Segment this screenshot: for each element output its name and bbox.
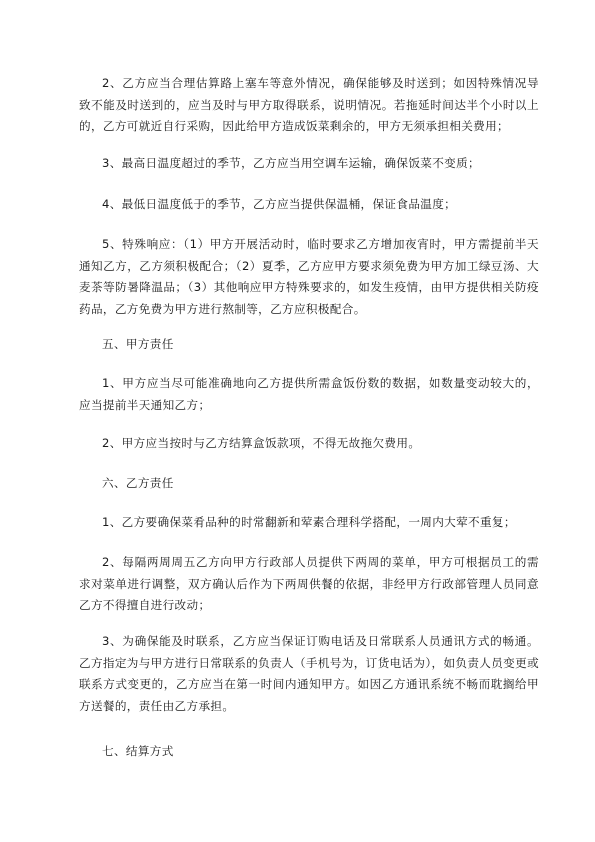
paragraph-special-response: 5、特殊响应：（1）甲方开展活动时，临时要求乙方增加夜宵时，甲方需提前半天通知乙方，乙方须积极配合；（2）夏季，乙方应甲方要求须免费为甲方加工绿豆汤、大麦茶等防暑降温品；（3）其他响应甲方特殊要求的，如发生疫情，由甲方提供相关防疫药品，乙方免费为甲方进行熬制等，乙方应积极配合。 bbox=[79, 237, 539, 316]
paragraph-party-a-quantity: 1、甲方应当尽可能准确地向乙方提供所需盒饭份数的数据，如数量变动较大的，应当提前半天通知乙方； bbox=[79, 376, 539, 412]
paragraph-party-b-menu-variety: 1、乙方要确保菜肴品种的时常翻新和荤素合理科学搭配，一周内大荤不重复； bbox=[102, 515, 516, 529]
paragraph-delivery-timeliness: 2、乙方应当合理估算路上塞车等意外情况，确保能够及时送到；如因特殊情况导致不能及时送到的，应当及时与甲方取得联系，说明情况。若拖延时间达半个小时以上的，乙方可就近自行采购，因此给甲方造成饭菜剩余的，甲方无须承担相关费用； bbox=[79, 76, 539, 133]
section-heading-party-a: 五、甲方责任 bbox=[102, 337, 174, 351]
section-heading-party-b: 六、乙方责任 bbox=[102, 476, 174, 490]
paragraph-low-temperature: 4、最低日温度低于的季节，乙方应当提供保温桶，保证食品温度； bbox=[102, 197, 457, 211]
paragraph-party-b-menu-schedule: 2、每隔两周周五乙方向甲方行政部人员提供下两周的菜单，甲方可根据员工的需求对菜单进行调整，双方确认后作为下两周供餐的依据，非经甲方行政部管理人员同意乙方不得擅自进行改动； bbox=[79, 555, 539, 612]
paragraph-party-b-contact: 3、为确保能及时联系，乙方应当保证订购电话及日常联系人员通讯方式的畅通。乙方指定为与甲方进行日常联系的负责人（手机号为，订货电话为），如负责人员变更或联系方式变更的，乙方应当在第一时间内通知甲方。如因乙方通讯系统不畅而耽搁给甲方送餐的，责任由乙方承担。 bbox=[79, 634, 540, 713]
section-heading-settlement: 七、结算方式 bbox=[102, 744, 174, 758]
paragraph-party-a-payment: 2、甲方应当按时与乙方结算盒饭款项，不得无故拖欠费用。 bbox=[102, 436, 421, 450]
paragraph-high-temperature: 3、最高日温度超过的季节，乙方应当用空调车运输，确保饭菜不变质； bbox=[102, 156, 480, 170]
